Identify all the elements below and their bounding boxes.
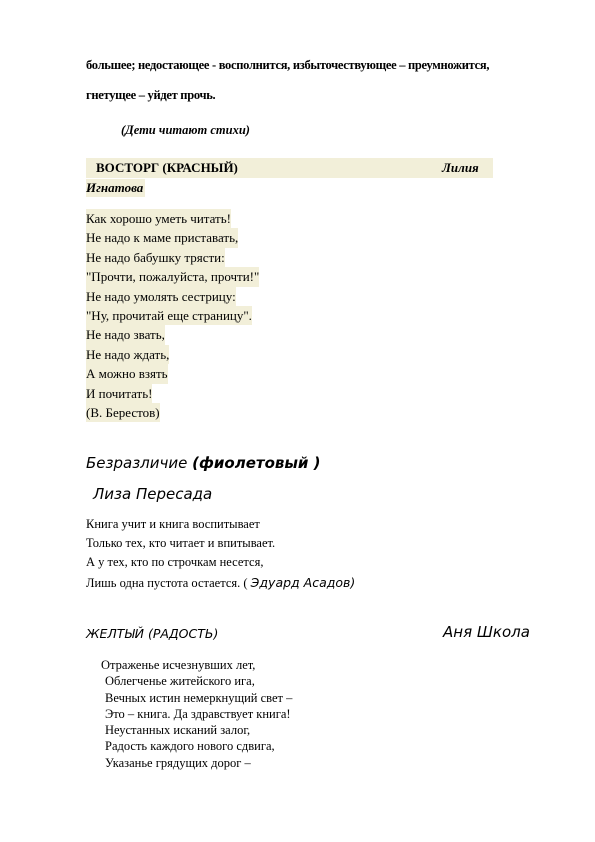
poem-line: И почитать! [86, 384, 152, 403]
section2-poem [86, 515, 355, 593]
poem-line: Книга учит и книга воспитывает [86, 517, 260, 531]
poem-line: Как хорошо уметь читать! [86, 209, 231, 228]
poem-line: Не надо ждать, [86, 345, 169, 364]
poem-attribution: (В. Берестов) [86, 403, 160, 422]
poem-line: Вечных истин немеркнущий свет – [105, 690, 293, 705]
poem-line: Только тех, кто читает и впитывает. [86, 536, 276, 551]
poem-line: Не надо к маме приставать, [86, 228, 238, 247]
poem-line: Неустанных исканий залог, [105, 723, 251, 738]
section1-reader-last: Игнатова [86, 180, 144, 195]
section2-reader: Лиза Пересада [93, 485, 213, 503]
poem-author: Эдуард Асадов) [250, 574, 356, 590]
section1-reader-first: Лилия [442, 160, 479, 175]
section1-poem [86, 209, 259, 422]
section2-title: Безразличие [86, 454, 188, 472]
intro-line-1: большее; недостающее - восполнится, избыточествующее – преумножится, [86, 58, 490, 72]
poem-line: Облегченье житейского ига, [105, 674, 255, 689]
section1-title: ВОСТОРГ (КРАСНЫЙ) [96, 160, 238, 175]
poem-line: А можно взять [86, 364, 168, 383]
poem-line: А у тех, кто по строчкам несется, [86, 555, 264, 570]
poem-line: "Прочти, пожалуйста, прочти!" [86, 267, 259, 286]
section2-heading [86, 454, 321, 472]
section3-poem [101, 657, 292, 771]
poem-line: Не надо звать, [86, 325, 165, 344]
poem-line [86, 573, 355, 593]
poem-line: Радость каждого нового сдвига, [105, 739, 275, 754]
poem-line: Не надо умолять сестрицу: [86, 287, 236, 306]
poem-line: Это – книга. Да здравствует книга! [105, 706, 291, 721]
poem-last-line: Лишь одна пустота остается. ( [86, 575, 248, 590]
poem-line: Указанье грядущих дорог – [105, 755, 251, 770]
intro-line-2: гнетущее – уйдет прочь. [86, 88, 216, 102]
poem-line: Не надо бабушку трясти: [86, 248, 225, 267]
section3-title: ЖЕЛТЫЙ (РАДОСТЬ) [86, 626, 219, 641]
poem-line: Отраженье исчезнувших лет, [101, 658, 256, 672]
section2-color: (фиолетовый ) [192, 454, 321, 472]
section1-heading-bar [86, 158, 493, 178]
stage-direction: (Дети читают стихи) [121, 123, 250, 137]
poem-line: "Ну, прочитай еще страницу". [86, 306, 252, 325]
section3-reader: Аня Школа [443, 623, 530, 641]
